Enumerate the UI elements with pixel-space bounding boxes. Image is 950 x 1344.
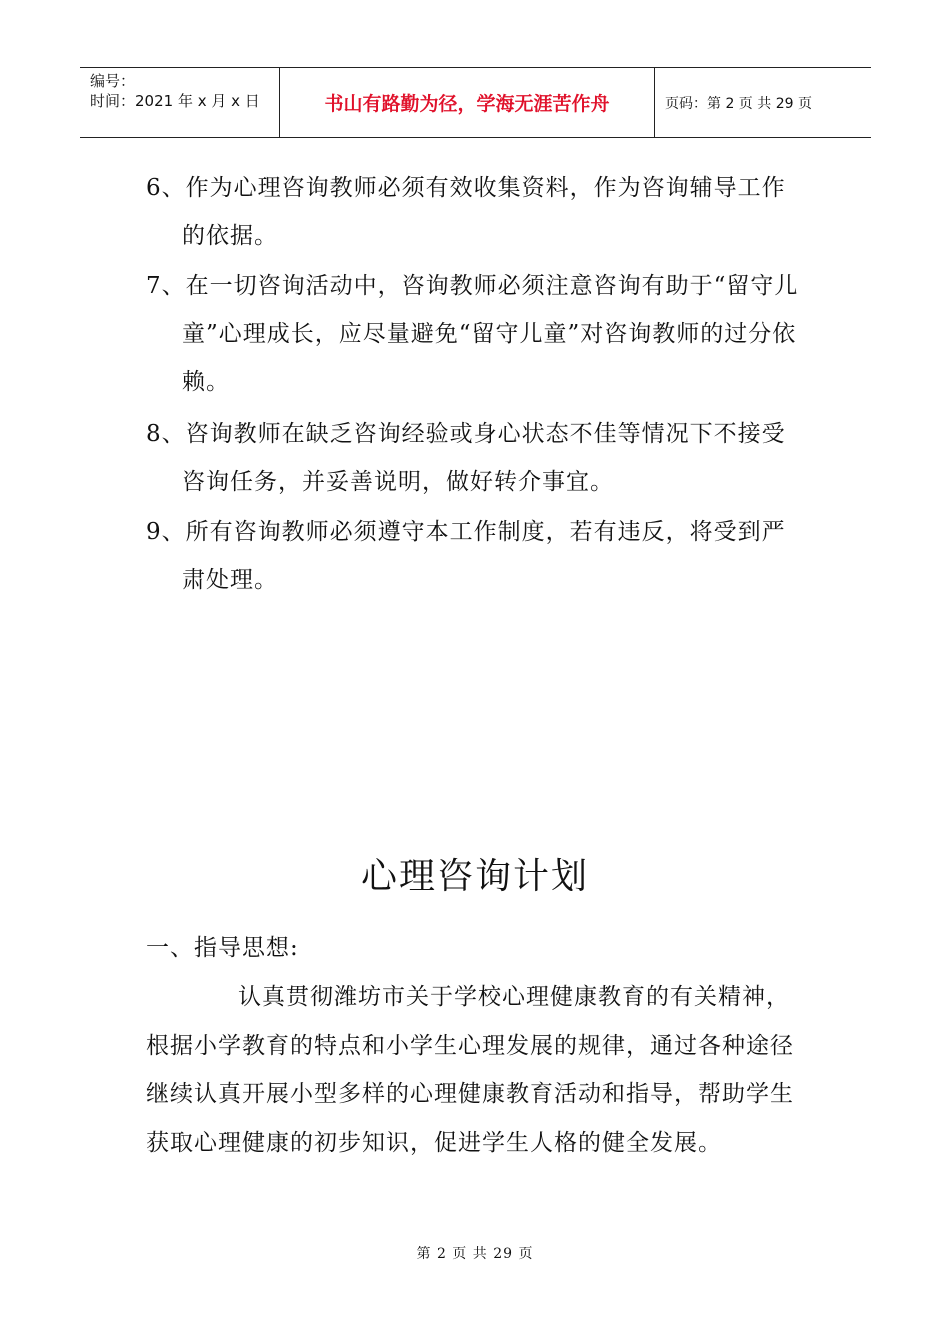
list-item-text: 9、所有咨询教师必须遵守本工作制度，若有违反，将受到严肃处理。 (146, 519, 786, 593)
document-number-label: 编号： (90, 72, 136, 90)
section-heading: 一、指导思想: (146, 935, 299, 961)
list-item-text: 7、在一切咨询活动中，咨询教师必须注意咨询有助于“留守儿童”心理成长，应尽量避免“留守儿童”对咨询教师的过分依赖。 (146, 273, 799, 395)
header-motto: 书山有路勤为径，学海无涯苦作舟 (324, 93, 610, 115)
list-item (146, 164, 806, 260)
list-item-text: 8、咨询教师在缺乏咨询经验或身心状态不佳等情况下不接受咨询任务，并妥善说明，做好转介事宜。 (146, 421, 786, 495)
section-paragraph: 认真贯彻潍坊市关于学校心理健康教育的有关精神，根据小学教育的特点和小学生心理发展的规律，通过各种途径继续认真开展小型多样的心理健康教育活动和指导，帮助学生获取心理健康的初步知识，促进学生人格的健全发展。 (146, 984, 794, 1156)
list-item (146, 410, 806, 506)
header-motto-cell (280, 68, 655, 137)
document-title: 心理咨询计划 (360, 856, 589, 897)
list-item (146, 508, 806, 604)
list-item (146, 262, 806, 406)
header-meta-cell (80, 68, 280, 137)
list-item-text: 6、作为心理咨询教师必须有效收集资料，作为咨询辅导工作的依据。 (146, 175, 786, 249)
page-footer: 第 2 页 共 29 页 (416, 1246, 534, 1262)
document-time-label: 时间：2021 年 x 月 x 日 (90, 92, 260, 110)
header-page-code: 页码：第 2 页 共 29 页 (665, 96, 812, 112)
page-header (80, 67, 871, 138)
header-page-cell (655, 68, 871, 137)
